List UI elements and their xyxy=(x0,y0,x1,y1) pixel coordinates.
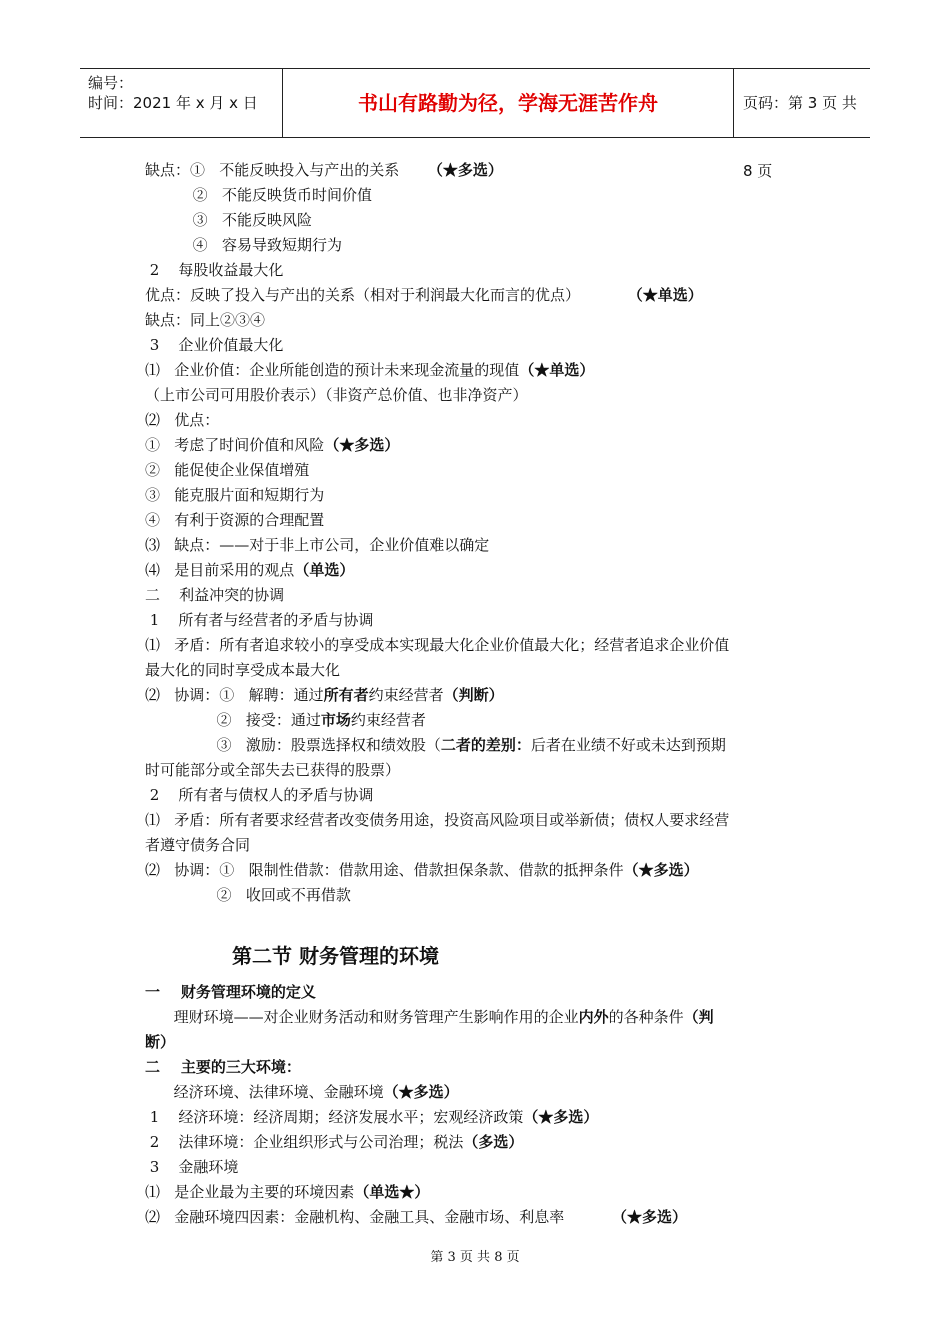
text-line xyxy=(145,558,815,583)
line-text: ② 不能反映货币时间价值 xyxy=(145,186,372,204)
line-text: ② 能促使企业保值增殖 xyxy=(145,461,310,479)
emphasis-text: 市场 xyxy=(320,711,351,729)
emphasis-text: （★多选） xyxy=(612,1208,688,1226)
header-meta xyxy=(80,69,282,137)
line-text: 最大化的同时享受成本最大化 xyxy=(145,661,341,679)
emphasis-text: 所有者 xyxy=(323,686,369,704)
line-text: ③ 不能反映风险 xyxy=(145,211,312,229)
line-text: 的各种条件 xyxy=(608,1008,684,1026)
text-line xyxy=(145,658,815,683)
text-line xyxy=(145,608,815,633)
line-text: 优点：反映了投入与产出的关系（相对于利润最大化而言的优点） xyxy=(145,286,628,304)
line-text: ⑵ 协调：① 限制性借款：借款用途、借款担保条款、借款的抵押条件 xyxy=(145,861,624,879)
line-text: ⑴ 矛盾：所有者要求经营者改变债务用途，投资高风险项目或举新债；债权人要求经营 xyxy=(145,811,730,829)
text-line xyxy=(145,733,815,758)
line-text: ② 收回或不再借款 xyxy=(145,886,351,904)
emphasis-text: （★单选） xyxy=(519,361,595,379)
text-line xyxy=(145,1080,815,1105)
line-text: 3 企业价值最大化 xyxy=(145,336,284,354)
text-line xyxy=(145,1005,815,1030)
emphasis-text: （★多选） xyxy=(523,1108,599,1126)
line-text: 2 法律环境：企业组织形式与公司治理；税法 xyxy=(145,1133,464,1151)
line-text: ⑵ 金融环境四因素：金融机构、金融工具、金融市场、利息率 xyxy=(145,1208,612,1226)
emphasis-text: 二者的差别： xyxy=(440,736,531,754)
text-line xyxy=(145,1130,815,1155)
emphasis-text: （单选） xyxy=(294,561,355,579)
text-line xyxy=(145,308,815,333)
text-line xyxy=(145,358,815,383)
line-text: 时可能部分或全部失去已获得的股票） xyxy=(145,761,401,779)
text-line xyxy=(145,1205,815,1230)
line-text: 经济环境、法律环境、金融环境 xyxy=(145,1083,384,1101)
line-text: ③ 激励：股票选择权和绩效股（ xyxy=(145,736,441,754)
text-line xyxy=(145,583,815,608)
line-text: ③ 能克服片面和短期行为 xyxy=(145,486,325,504)
text-line xyxy=(145,258,815,283)
line-text: 3 金融环境 xyxy=(145,1158,239,1176)
line-text: 2 所有者与债权人的矛盾与协调 xyxy=(145,786,374,804)
text-line xyxy=(145,433,815,458)
line-text: ⑴ 企业价值：企业所能创造的预计未来现金流量的现值 xyxy=(145,361,520,379)
text-line xyxy=(145,883,815,908)
line-text: 缺点：① 不能反映投入与产出的关系 xyxy=(145,161,428,179)
text-line xyxy=(145,708,815,733)
time-label: 时间：2021 年 x 月 x 日 xyxy=(88,94,258,112)
body-text xyxy=(145,158,815,908)
text-line xyxy=(145,1055,815,1080)
line-text: ① 考虑了时间价值和风险 xyxy=(145,436,325,454)
emphasis-text: （★多选） xyxy=(383,1083,459,1101)
emphasis-text: （多选） xyxy=(463,1133,524,1151)
text-line xyxy=(145,458,815,483)
text-line xyxy=(145,808,815,833)
text-line xyxy=(145,408,815,433)
line-text: 后者在业绩不好或未达到预期 xyxy=(530,736,726,754)
number-label: 编号： xyxy=(88,74,134,92)
emphasis-text: （判断） xyxy=(443,686,504,704)
line-text: ④ 容易导致短期行为 xyxy=(145,236,342,254)
text-line xyxy=(145,1180,815,1205)
line-text: ② 接受：通过 xyxy=(145,711,321,729)
text-line xyxy=(145,980,815,1005)
line-text: 1 所有者与经营者的矛盾与协调 xyxy=(145,611,374,629)
line-text: ⑷ 是目前采用的观点 xyxy=(145,561,295,579)
text-line xyxy=(145,758,815,783)
emphasis-text: 内外 xyxy=(578,1008,609,1026)
emphasis-text: （★多选） xyxy=(623,861,699,879)
text-line xyxy=(145,208,815,233)
text-line xyxy=(145,783,815,808)
line-text: 者遵守债务合同 xyxy=(145,836,251,854)
text-line xyxy=(145,483,815,508)
line-text: 约束经营者 xyxy=(350,711,426,729)
text-line xyxy=(145,333,815,358)
text-line xyxy=(145,633,815,658)
body-text-section xyxy=(145,980,815,1230)
line-text: ⑴ 是企业最为主要的环境因素 xyxy=(145,1183,355,1201)
line-text: （上市公司可用股价表示）（非资产总价值、也非净资产） xyxy=(145,386,528,404)
emphasis-text: 二 主要的三大环境： xyxy=(145,1058,301,1076)
line-text: 二 利益冲突的协调 xyxy=(145,586,285,604)
header-page-label: 页码：第 3 页 共 8 页 xyxy=(743,94,857,180)
text-line xyxy=(145,1030,815,1055)
line-text: 缺点：同上②③④ xyxy=(145,311,266,329)
line-text: ⑵ 优点： xyxy=(145,411,220,429)
emphasis-text: 一 财务管理环境的定义 xyxy=(145,983,316,1001)
emphasis-text: 断） xyxy=(145,1033,176,1051)
text-line xyxy=(145,183,815,208)
text-line xyxy=(145,158,815,183)
text-line xyxy=(145,383,815,408)
section-title: 第二节 财务管理的环境 xyxy=(232,944,439,968)
text-line xyxy=(145,233,815,258)
text-line xyxy=(145,508,815,533)
page-footer: 第 3 页 共 8 页 xyxy=(430,1250,520,1265)
text-line xyxy=(145,283,815,308)
line-text: ⑵ 协调：① 解聘：通过 xyxy=(145,686,324,704)
line-text: 2 每股收益最大化 xyxy=(145,261,284,279)
line-text: 1 经济环境：经济周期；经济发展水平；宏观经济政策 xyxy=(145,1108,524,1126)
text-line xyxy=(145,533,815,558)
emphasis-text: （★多选） xyxy=(324,436,400,454)
text-line xyxy=(145,858,815,883)
line-text: ⑴ 矛盾：所有者追求较小的享受成本实现最大化企业价值最大化；经营者追求企业价值 xyxy=(145,636,730,654)
header-motto: 书山有路勤为径，学海无涯苦作舟 xyxy=(282,69,734,137)
text-line xyxy=(145,683,815,708)
line-text: 约束经营者 xyxy=(368,686,444,704)
text-line xyxy=(145,833,815,858)
line-text: ⑶ 缺点：——对于非上市公司，企业价值难以确定 xyxy=(145,536,490,554)
line-text: ④ 有利于资源的合理配置 xyxy=(145,511,325,529)
text-line xyxy=(145,1105,815,1130)
emphasis-text: （判 xyxy=(683,1008,714,1026)
emphasis-text: （单选★） xyxy=(354,1183,430,1201)
emphasis-text: （★单选） xyxy=(627,286,703,304)
text-line xyxy=(145,1155,815,1180)
line-text: 理财环境——对企业财务活动和财务管理产生影响作用的企业 xyxy=(145,1008,579,1026)
emphasis-text: （★多选） xyxy=(427,161,503,179)
